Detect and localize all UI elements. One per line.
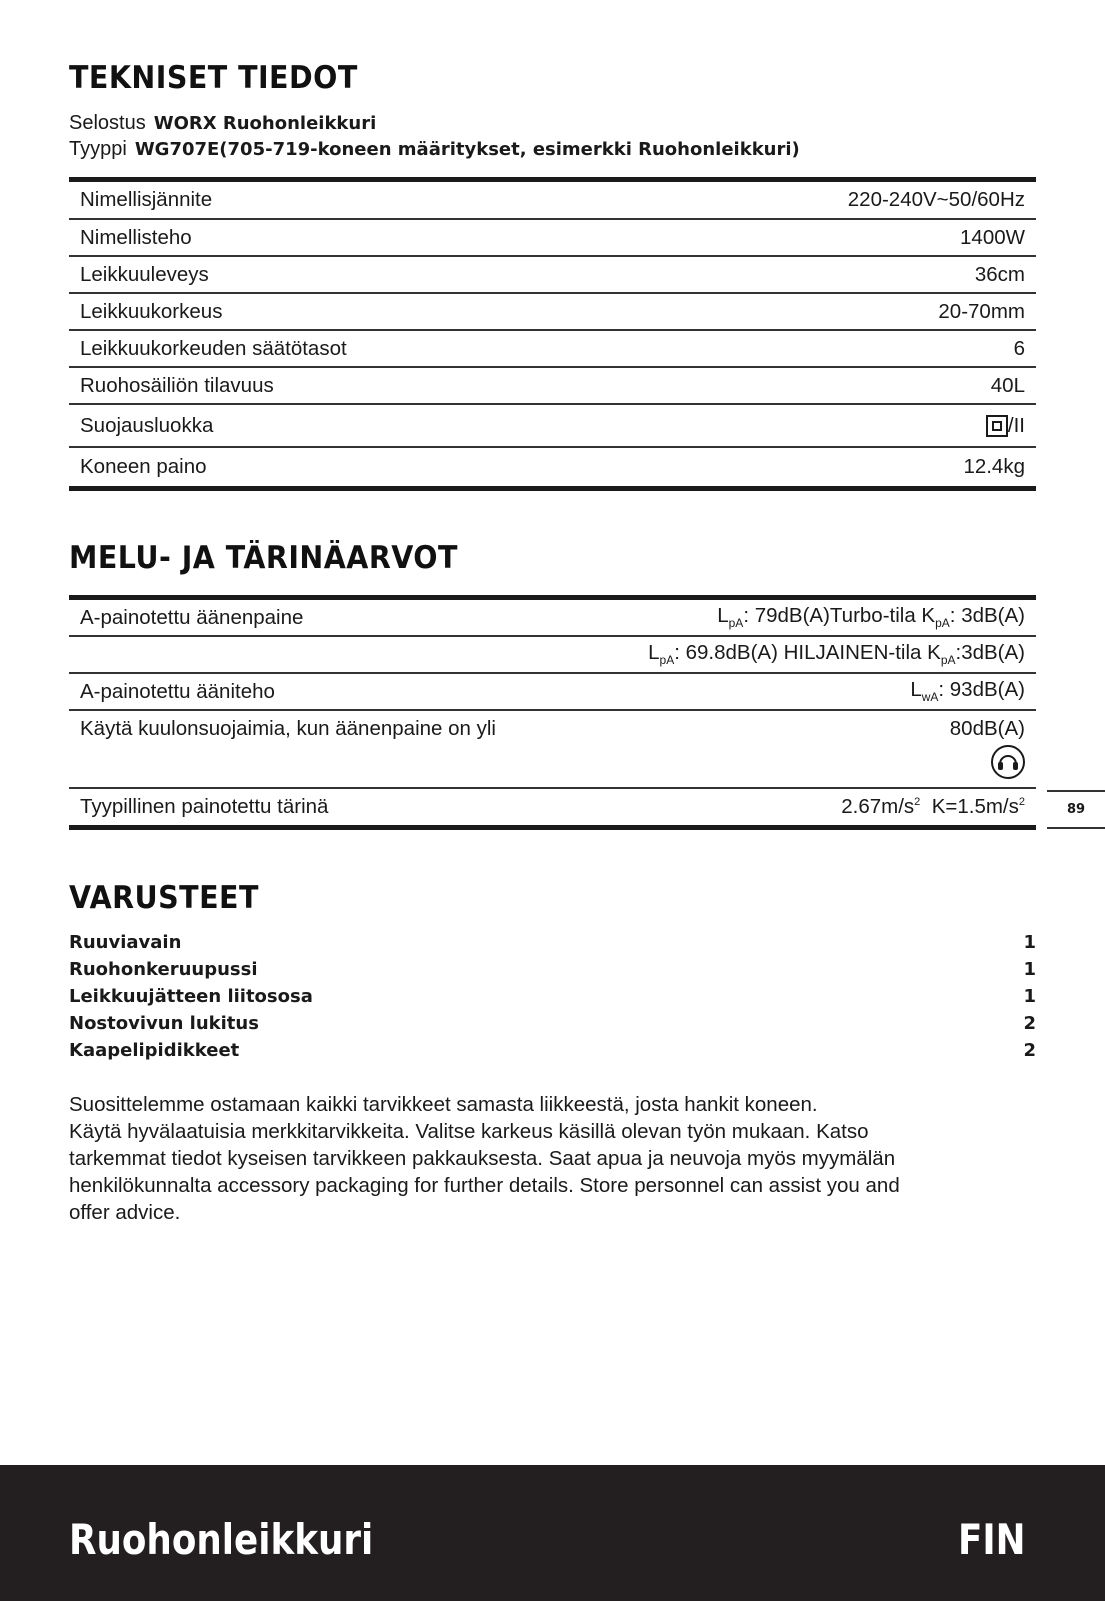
list-item [69,983,1036,1010]
spec-type [69,136,800,163]
footer-title: Ruohonleikkuri [69,1515,374,1564]
table-row [69,294,1036,331]
item-qty: 1 [1023,932,1036,953]
table-row [69,448,1036,491]
row-value: $L_{pA}$: 69.8dB(A) HILJAINEN-tila $K_{pA}:3dB(A)$ [648,641,1025,668]
row-value: 220-240V~50/60Hz [847,188,1025,211]
row-value: 20-70mm [938,299,1025,323]
description-label: Selostus [69,112,146,134]
row-value: /II [1007,413,1025,437]
noise-table [69,595,1036,830]
table-row [69,711,1036,789]
accessories-list [69,929,1036,1064]
row-label: Ruohosäiliön tilavuus [80,373,274,397]
item-qty: 2 [1023,1040,1036,1061]
item-name: Ruuviavain [69,932,182,953]
table-row [69,331,1036,368]
item-name: Kaapelipidikkeet [69,1040,240,1061]
accessories-paragraph [69,1091,1029,1226]
row-value: 6 [1013,336,1025,360]
row-value: $L_{pA}$: 79dB(A)Turbo-tila $K_{pA}$: 3dB(A) [717,604,1025,631]
ear-protection-icon [991,745,1025,779]
row-value: 36cm [974,262,1025,286]
table-row [69,220,1036,257]
row-label: Leikkuukorkeuden säätötasot [80,336,347,360]
row-label: Leikkuukorkeus [80,299,223,323]
table-row [69,368,1036,405]
paragraph-line: tarkemmat tiedot kyseisen tarvikkeen pakkauksesta. Saat apua ja neuvoja myös myymälän [69,1147,896,1170]
item-name: Nostovivun lukitus [69,1013,259,1034]
row-value: 12.4kg [963,455,1025,478]
row-label: A-painotettu äänenpaine [80,605,304,629]
row-value: 80dB(A) [949,717,1025,740]
table-row [69,789,1036,830]
page-number-box [1047,790,1105,829]
spec-description [69,110,376,137]
item-name: Ruohonkeruupussi [69,959,258,980]
footer-language: FIN [958,1515,1026,1564]
type-label: Tyyppi [69,138,127,160]
accessories-heading: VARUSTEET [69,880,259,916]
item-qty: 1 [1023,959,1036,980]
list-item [69,1037,1036,1064]
row-label: Nimellisteho [80,225,192,249]
specs-heading: TEKNISET TIEDOT [69,60,358,96]
row-label: Tyypillinen painotettu tärinä [80,795,329,818]
row-value: 40L [990,373,1025,397]
row-value: 1400W [960,225,1025,249]
row-value: $L_{wA}$: 93dB(A) [910,678,1025,705]
paragraph-line: Käytä hyvälaatuisia merkkitarvikkeita. Valitse karkeus käsillä olevan työn mukaan. Katso [69,1120,869,1143]
paragraph-line: Suosittelemme ostamaan kaikki tarvikkeet samasta liikkeestä, josta hankit koneen. [69,1093,818,1116]
item-qty: 2 [1023,1013,1036,1034]
footer-bar [0,1465,1105,1601]
paragraph-line: henkilökunnalta accessory packaging for further details. Store personnel can assist you and [69,1174,900,1197]
list-item [69,929,1036,956]
row-value-group [950,717,1025,779]
paragraph-line: offer advice. [69,1201,181,1224]
double-insulation-icon [986,415,1008,437]
protection-class [986,414,1025,438]
row-label: Leikkuuleveys [80,262,209,286]
table-row [69,674,1036,711]
table-row [69,600,1036,637]
table-row [69,182,1036,220]
noise-heading: MELU- JA TÄRINÄARVOT [69,540,458,576]
item-qty: 1 [1023,986,1036,1007]
description-value: WORX Ruohonleikkuri [153,113,377,134]
item-name: Leikkuujätteen liitososa [69,986,313,1007]
table-row [69,257,1036,294]
row-label: Käytä kuulonsuojaimia, kun äänenpaine on yli [80,717,496,740]
row-value: $2.67m/s^2$ $K=1.5m/s^2$ [841,795,1025,818]
list-item [69,956,1036,983]
row-label: A-painotettu ääniteho [80,679,275,703]
row-label: Suojausluokka [80,413,214,437]
row-label: Koneen paino [80,455,207,478]
list-item [69,1010,1036,1037]
row-label: Nimellisjännite [80,188,213,211]
table-row [69,405,1036,448]
specs-table [69,177,1036,491]
type-value: WG707E(705-719-koneen määritykset, esimerkki Ruohonleikkuri) [134,139,800,160]
table-row [69,637,1036,674]
page-number: 89 [1047,790,1105,829]
